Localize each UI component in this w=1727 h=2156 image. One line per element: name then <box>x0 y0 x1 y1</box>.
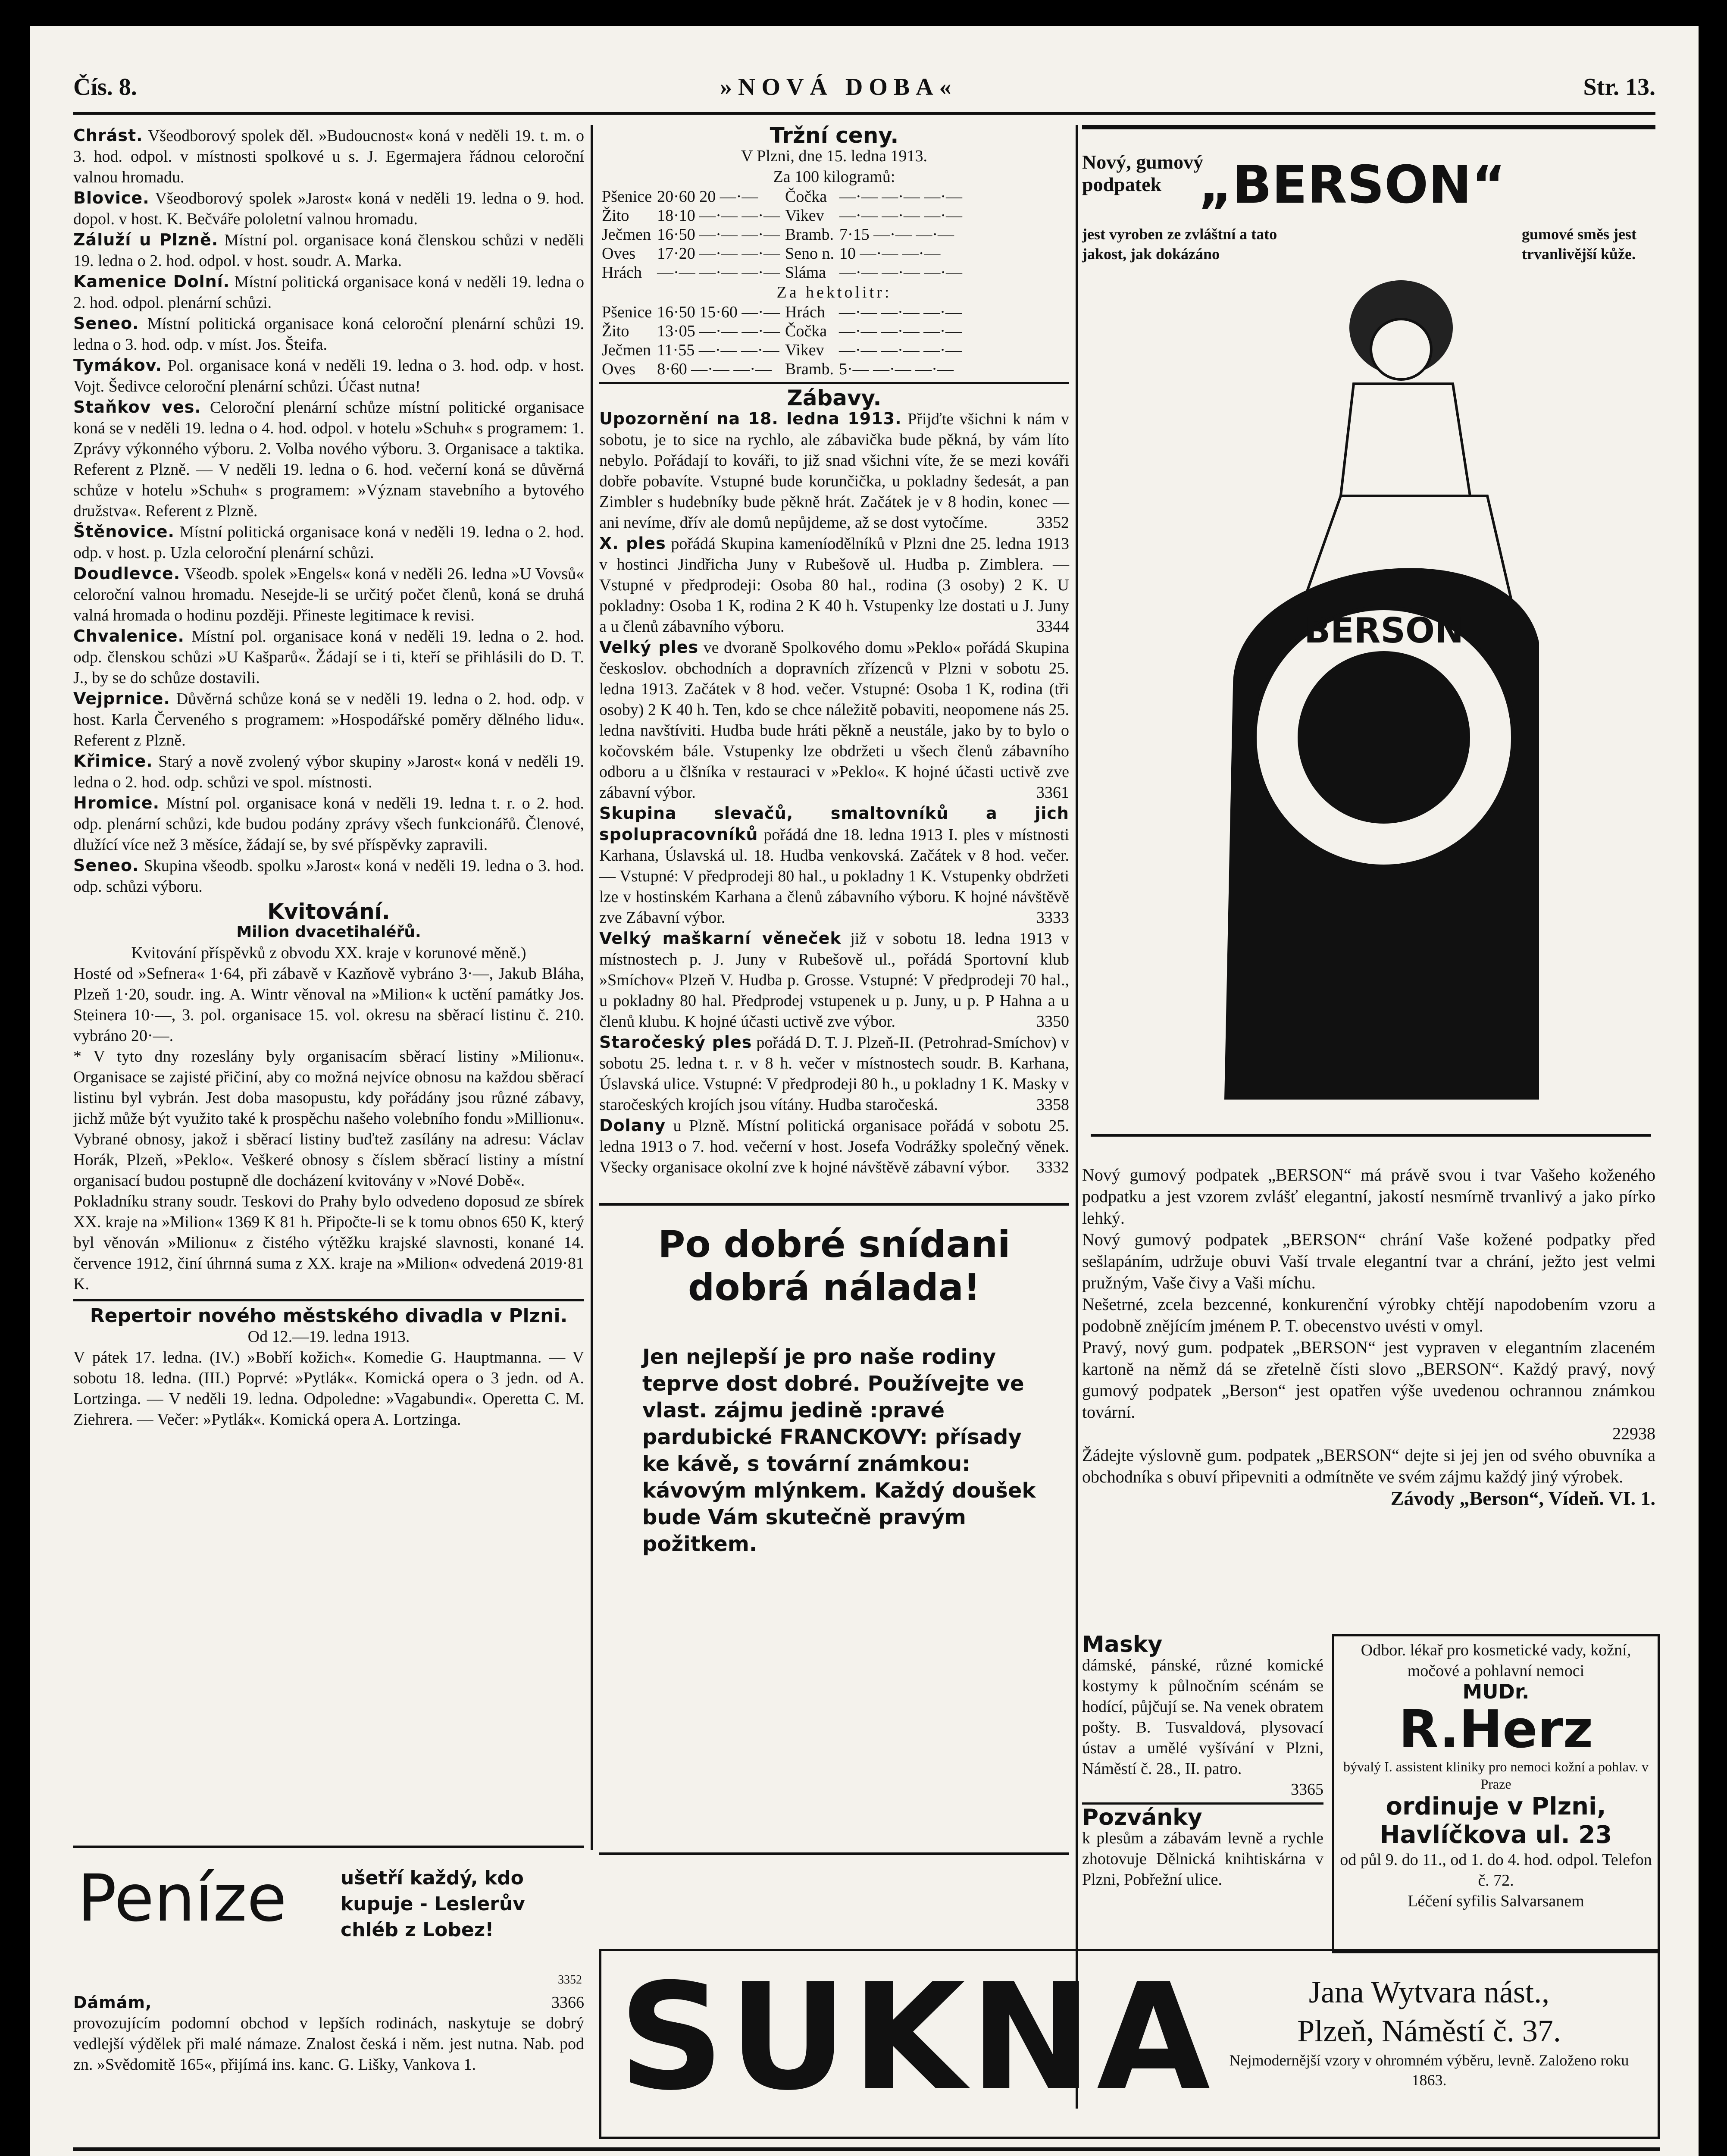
notice-keyword: Chvalenice. <box>73 627 185 646</box>
damam-keyword: Dámám, <box>73 1993 152 2012</box>
price-cell: 13·05 —·— —·— <box>657 322 780 340</box>
price-cell: 11·55 —·— —·— <box>657 341 779 359</box>
trzni-unit-hl: Za hektolitr: <box>776 283 892 301</box>
masky-keyword: Masky <box>1082 1632 1163 1658</box>
notice-code: 3333 <box>1036 909 1069 927</box>
notice-item <box>73 563 584 626</box>
notice-keyword: Vejprnice. <box>73 689 170 708</box>
price-cell: 16·50 —·— —·— <box>657 226 780 244</box>
sukna-info <box>1214 1973 1645 2090</box>
notice-item <box>73 793 584 855</box>
berson-illustration <box>1160 254 1591 1134</box>
notice-text: u Plzně. Místní politická organisace pořádá v sobotu 25. ledna 1913 o 7. hod. večerní v host. Josefa Vodrážky společný věnek. Všecky organisace okolní zve k hojné návštěvě zábavní výbor. <box>599 1117 1069 1176</box>
notice-item <box>599 928 1069 1032</box>
notice-keyword: Staňkov ves. <box>73 398 201 417</box>
bank-ad <box>73 2147 1660 2156</box>
ad-rule <box>1082 125 1655 129</box>
herz-top: Odbor. lékař pro kosmetické vady, kožní, močové a pohlavní nemoci <box>1361 1641 1631 1680</box>
notice-text: Všeodborový spolek děl. »Budoucnost« koná v neděli 19. t. m. o 3. hod. odpol. v místnosti spolkové u s. J. Egermajera řádnou celoroční valnou hromadu. <box>73 127 584 186</box>
herz-sub: bývalý I. assistent kliniky pro nemoci kožní a pohlav. v Praze <box>1343 1759 1649 1792</box>
notice-text: Celoroční plenární schůze místní politické organisace koná se v neděli 19. ledna o 4. hod. odpol. v hotelu »Schuh« s programem: 1. Zprávy výkonného výboru. 2. Volba nového výboru. 3. Organisace a taktika. Referent z Plzně. — V neděli 19. ledna o 6. hod. večerní koná se důvěrná schůze v hotelu »Schuh« s programem: »Význam stavebního a bytového družstva«. Referent z Plzně. <box>73 398 585 520</box>
price-cell: Bramb. <box>785 360 834 378</box>
price-row <box>599 225 965 244</box>
kvitovani-note2: Pokladníku strany soudr. Teskovi do Prahy bylo odvedeno doposud ze sbírek XX. kraje na »Milion« 1369 K 81 h. Připočte-li se k tomu obnos 650 K, který byl věnován »Milionu« z čistého výtěžku krajské slavnosti, konané 14. července 1912, činí úhrnná suma z XX. kraje na »Milion« odvedená 2019·81 K. <box>73 1192 584 1293</box>
notice-text: Místní pol. organisace koná v neděli 19. ledna o 2. hod. odp. členskou schůzi »U Kašparů«. Žádají se i ti, kteří se přihlásili do D. T. J., by se do schůze dostavili. <box>73 627 585 687</box>
price-cell: —·— —·— —·— <box>657 263 780 282</box>
notice-item <box>599 533 1069 637</box>
sukna-ad <box>599 1949 1660 2139</box>
notice-code: 3332 <box>1036 1158 1069 1176</box>
notice-keyword: Kamenice Dolní. <box>73 272 230 291</box>
price-cell: Sláma <box>785 263 826 282</box>
herz-ord2: Havlíčkova ul. 23 <box>1380 1821 1612 1849</box>
column-rule <box>1076 125 1078 2109</box>
badge-inner <box>1298 651 1470 824</box>
herz-hours: od půl 9. do 11., od 1. do 4. hod. odpol. Telefon č. 72. <box>1340 1851 1652 1890</box>
berson-top <box>1082 151 1203 196</box>
woman-face <box>1371 319 1431 379</box>
price-cell: Čočka <box>785 322 827 340</box>
price-cell: 5·— —·— —·— <box>838 360 954 378</box>
price-cell: Žito <box>602 207 629 225</box>
notice-item <box>73 397 584 521</box>
notice-item <box>73 355 584 397</box>
kvitovani-title: Kvitování. <box>267 899 390 924</box>
column-rule <box>591 125 593 1850</box>
herz-last: Léčení syfilis Salvarsanem <box>1408 1892 1584 1910</box>
notice-text: Místní politická organisace koná v neděli 19. ledna o 2. hod. odp. v host. p. Uzla celoroční plenární schůzi. <box>73 523 584 562</box>
price-cell: Pšenice <box>602 303 652 321</box>
notice-text: pořádá D. T. J. Plzeň-II. (Petrohrad-Smíchov) v sobotu 25. ledna t. r. v 8 h. večer v místnostech soudr. B. Karhana, Úslavská ulice. Vstupné: V předprodeji 80 h., u pokladny 1 K. Masky v staročeských krojích jsou vítány. Hudba staročeská. <box>599 1034 1070 1114</box>
notice-text: Důvěrná schůze koná se v neděli 19. ledna o 2. hod. odp. v host. Karla Červeného s programem: »Hospodářské poměry dělného lidu«. Referent z Plzně. <box>73 690 585 749</box>
notice-item <box>599 408 1069 533</box>
repertoir-text: V pátek 17. ledna. (IV.) »Bobří kožich«. Komedie G. Hauptmanna. — V sobotu 18. ledna. (III.) Poprvé: »Pytlák«. Komická opera o 3 jedn. od A. Lortzinga. — V neděli 19. ledna. Odpoledne: »Vagabundi«. Operetta C. M. Ziehrera. — Večer: »Pytlák«. Komická opera A. Lortzinga. <box>73 1348 584 1429</box>
price-cell: Oves <box>602 244 636 263</box>
notice-item <box>73 688 584 751</box>
notice-keyword: Skupina slevačů, smaltovníků a jich spolupracovníků <box>599 804 1069 844</box>
price-row <box>599 263 965 282</box>
price-row <box>599 206 965 225</box>
trzni-date: V Plzni, dne 15. ledna 1913. <box>741 147 928 165</box>
sukna-big: SUKNA <box>619 1952 1215 2123</box>
berson-right-note: gumové směs jest trvanlivější kůže. <box>1522 226 1636 263</box>
kvitovani-text: Hosté od »Sefnera« 1·64, při zábavě v Kazňově vybráno 3·—, Jakub Bláha, Plzeň 1·20, soudr. ing. A. Wintr věnoval na »Milion« k uctění památky Jos. Steinera 10·—, 3. pol. organisace 15. vol. okresu na sběrací listinu č. 210. vybráno 20·—. <box>73 965 584 1045</box>
notice-code: 3361 <box>1036 783 1069 802</box>
notice-text: Pol. organisace koná v neděli 19. ledna o 3. hod. odp. v host. Vojt. Šedivce celoroční plenární schůzi. Účast nutna! <box>73 357 585 395</box>
price-cell: —·— —·— —·— <box>839 207 963 225</box>
price-row <box>599 303 964 322</box>
zabavy-title: Zábavy. <box>787 385 882 411</box>
newspaper-page <box>30 26 1699 2156</box>
herz-ord1: ordinuje v Plzni, <box>1386 1792 1606 1821</box>
woman-dress <box>1341 384 1470 496</box>
berson-ad <box>1082 125 1655 1173</box>
notice-keyword: Velký maškarní věneček <box>599 929 842 948</box>
price-cell: 10 —·— —·— <box>839 244 941 263</box>
notice-code: 3352 <box>1036 514 1069 532</box>
berson-logo: „BERSON“ <box>1198 155 1506 215</box>
berson-footer: Závody „Berson“, Vídeň. VI. 1. <box>1390 1487 1655 1509</box>
issue-number: Čís. 8. <box>73 74 137 100</box>
notice-keyword: Seneo. <box>73 856 139 875</box>
price-cell: Pšenice <box>602 188 652 206</box>
notice-keyword: Záluží u Plzně. <box>73 230 219 249</box>
price-cell: —·— —·— —·— <box>839 263 963 282</box>
notice-keyword: Blovice. <box>73 188 150 207</box>
price-row <box>599 187 965 206</box>
notice-keyword: Doudlevce. <box>73 564 181 583</box>
notice-code: 3358 <box>1036 1096 1069 1114</box>
berson-p2: Nový gumový podpatek „BERSON“ chrání Vaše kožené podpatky před sešlapáním, udržuje obuvi Vaší trvale elegantní tvar a chrání, ježto jest velmi pružným, Vaše čivy a Vaši míchu. <box>1082 1230 1655 1292</box>
price-cell: —·— —·— —·— <box>838 303 962 321</box>
divider <box>599 382 1069 384</box>
berson-p1: Nový gumový podpatek „BERSON“ má právě svou i tvar Vašeho koženého podpatku a jest vzorem zvlášť elegantní, jakostí nesmírně trvanlivý a jako pírko lehký. <box>1082 1165 1655 1228</box>
meetings-list <box>73 125 584 897</box>
notice-keyword: Dolany <box>599 1116 666 1135</box>
notice-text: pořádá dne 18. ledna 1913 I. ples v místnosti Karhana, Úslavská ul. 18. Hudba venkovská. Začátek v 8 hod. večer. — Vstupné: V předprodeji 80 hal., u pokladny 1 K. Vstupenky obdržeti lze v hostinském Karhana a členů zábavního výboru. K hojné návštěvě zve Zábavní výbor. <box>599 826 1069 927</box>
price-cell: 17·20 —·— —·— <box>657 244 780 263</box>
repertoir-dates: Od 12.—19. ledna 1913. <box>247 1328 410 1346</box>
divider <box>73 1299 584 1301</box>
pozvanky-text: k plesům a zábavám levně a rychle zhotovuje Dělnická knihtiskárna v Plzni, Pobřežní ulice. <box>1082 1829 1323 1889</box>
berson-p5: Žádejte výslovně gum. podpatek „BERSON“ dejte si jej jen od svého obuvníka a obchodníka s obuví připevniti a odmítněte ve svém zájmu každý jiný výrobek. <box>1082 1445 1655 1486</box>
penize-big: Peníze <box>78 1861 287 1936</box>
masky-ad <box>1082 1634 1323 1890</box>
penize-side: ušetří každý, kdo kupuje - Leslerův chléb z Lobez! <box>341 1867 525 1941</box>
notice-item <box>599 803 1069 928</box>
notice-keyword: Upozornění na 18. ledna 1913. <box>599 409 902 428</box>
kvitovani-subtitle: Milion dvacetihaléřů. <box>236 923 421 941</box>
notice-text: Všeodborový spolek »Jarost« koná v neděli 19. ledna o 9. hod. dopol. v host. K. Bečváře pololetní valnou hromadu. <box>73 189 584 228</box>
price-cell: Oves <box>602 360 636 378</box>
damam-code: 3366 <box>551 1993 584 2012</box>
notice-text: Všeodb. spolek »Engels« koná v neděli 26. ledna »U Vovsů« celoroční valnou hromadu. Nesejde-li se určitý počet členů, koná se druhá valná hromada o hodinu později. Přineste legitimace k revisi. <box>73 565 584 624</box>
price-cell: Seno n. <box>785 244 835 263</box>
notice-text: Místní politická organisace koná v neděli 19. ledna o 2. hod. odpol. plenární schůzi. <box>73 273 584 312</box>
badge-text: BERSON <box>1304 611 1464 651</box>
price-row <box>599 360 964 379</box>
masthead: »NOVÁ DOBA« <box>720 74 957 100</box>
price-cell: Čočka <box>785 188 827 206</box>
berson-p3: Nešetrné, zcela bezcenné, konkurenční výrobky chtějí napodobením vzoru a podobně znějícím jménem P. T. obecenstvo uvésti v omyl. <box>1082 1294 1655 1335</box>
herz-ad <box>1332 1634 1660 1953</box>
notice-item <box>73 125 584 188</box>
pozvanky-keyword: Pozvánky <box>1082 1805 1202 1830</box>
notice-keyword: Štěnovice. <box>73 522 175 541</box>
penize-code: 3352 <box>558 1973 582 1987</box>
column-1 <box>73 125 584 1430</box>
berson-code: 22938 <box>1612 1424 1655 1443</box>
notice-text: ve dvoraně Spolkového domu »Peklo« pořádá Skupina českoslov. obchodních a dopravních zřízenců v Plzni v sobotu 25. ledna 1913. Začátek v 8 hod. večer. Vstupné: Osoba 1 K, rodina (tři osoby) 2 K 40 h. Ten, kdo se chce náležitě pobaviti, neopomene nás 25. ledna navštíviti. Hudba bude hráti pěkně a neustále, jako by to bylo o kočovském bále. Vstupenky lze obdržeti u všech členů zábavního odboru a u člšníka v restauraci v »Peklo«. K hojné účasti uctivě zve zábavní výbor. <box>599 639 1069 802</box>
page-number: Str. 13. <box>1583 74 1655 100</box>
price-row <box>599 244 965 263</box>
kvitovani-intro: Kvitování příspěvků z obvodu XX. kraje v korunové měně.) <box>131 944 526 962</box>
franck-title-2: dobrá nálada! <box>688 1266 981 1309</box>
notice-item <box>599 1032 1069 1115</box>
notice-text: Skupina všeodb. spolku »Jarost« koná v neděli 19. ledna o 3. hod. odp. schůzi výboru. <box>73 857 585 896</box>
page-header <box>73 65 1655 112</box>
header-rule <box>73 112 1655 115</box>
notice-item <box>599 637 1069 803</box>
price-cell: 16·50 15·60 —·— <box>657 303 780 321</box>
franck-title-1: Po dobré snídani <box>658 1223 1011 1266</box>
masky-code: 3365 <box>1291 1780 1323 1799</box>
price-row <box>599 322 964 341</box>
price-cell: Ječmen <box>602 341 651 359</box>
price-cell: Bramb. <box>785 226 834 244</box>
repertoir-title: Repertoir nového městského divadla v Plzni. <box>90 1305 568 1327</box>
notice-keyword: Seneo. <box>73 314 139 333</box>
prices-table-kg <box>599 187 965 282</box>
price-cell: 7·15 —·— —·— <box>839 226 954 244</box>
damam-ad <box>73 1992 584 2075</box>
price-cell: Hrách <box>785 303 825 321</box>
notice-item <box>73 751 584 793</box>
ad-rule <box>1091 1134 1651 1137</box>
price-cell: Ječmen <box>602 226 651 244</box>
notice-text: Místní pol. organisace koná členskou schůzi v neděli 19. ledna o 2. hod. odpol. v host. soudr. A. Marka. <box>73 231 584 270</box>
notice-item <box>73 521 584 563</box>
masky-text: dámské, pánské, různé komické kostymy k půlnočním scénám se hodící, půjčují se. Na venek obratem pošty. B. Tusvaldová, plysovací ústav a umělé vyšívání v Plzni, Náměstí č. 28., II. patro. <box>1082 1656 1323 1778</box>
sukna-sub: Nejmodernější vzory v ohromném výběru, levně. Založeno roku 1863. <box>1229 2052 1629 2089</box>
price-cell: —·— —·— —·— <box>838 341 962 359</box>
notice-code: 3350 <box>1036 1012 1069 1031</box>
notice-text: Přijďte všichni k nám v sobotu, je to sice na rychlo, ale zábavička bude pěkná, by vám líto nebylo. Pořádají to kováři, to již snad všichni víte, že se mezi kováři dobře pobavíte. Vstupné bude korunčička, u pokladny šedesát, a pan Zimbler s hudebníky bude pěkně hrát. Začátek je v 8 hodin, konec — ani nevíme, dřív ale domů nepůjdeme, až se dost vytočíme. <box>599 410 1069 532</box>
notice-text: Místní politická organisace koná celoroční plenární schůzi 19. ledna o 3. hod. odp. v míst. Jos. Šteifa. <box>73 315 585 354</box>
notice-keyword: Velký ples <box>599 638 699 657</box>
notice-item <box>73 855 584 897</box>
herz-mudr: MUDr. <box>1462 1680 1530 1703</box>
notice-text: Místní pol. organisace koná v neděli 19. ledna t. r. o 2. hod. odp. plenární schůzi, kde budou podány zprávy všech funkcionářů. Členové, dlužící více než 3 měsíce, žádají se, by své příspěvky zapravili. <box>73 794 584 854</box>
price-cell: Hrách <box>602 263 642 282</box>
price-cell: 20·60 20 —·— <box>657 188 758 206</box>
notice-item <box>73 188 584 229</box>
berson-left-note: jest vyroben ze zvláštní a tato jakost, jak dokázáno <box>1082 226 1277 263</box>
price-cell: Vikev <box>785 341 824 359</box>
berson-top-line2: podpatek <box>1082 173 1162 195</box>
notice-text: již v sobotu 18. ledna 1913 v místnostech p. J. Juny v Rubešově ul., pořádá Sportovní klub »Smíchov« Plzeň V. Hudba p. Grosse. Vstupné: V předprodeji 70 hal., u pokladny 80 hal. Předprodej vstupenek u p. Juny, u p. P Hahna a u členů klubu. K hojné účasti uctivě zve výbor. <box>599 930 1070 1031</box>
herz-name: R.Herz <box>1398 1700 1593 1760</box>
notice-keyword: Křimice. <box>73 752 153 771</box>
trzni-title: Tržní ceny. <box>770 123 899 148</box>
notice-keyword: Hromice. <box>73 793 160 812</box>
notice-item <box>599 1115 1069 1178</box>
notice-keyword: Tymákov. <box>73 356 162 375</box>
sukna-name: Jana Wytvara nást., <box>1308 1975 1550 2009</box>
notice-code: 3344 <box>1036 617 1069 636</box>
notice-keyword: X. ples <box>599 534 666 553</box>
notice-item <box>73 313 584 355</box>
notice-keyword: Chrást. <box>73 126 143 145</box>
notice-text: Starý a nově zvolený výbor skupiny »Jarost« koná v neděli 19. ledna o 2. hod. odp. schůzi ve spol. místnosti. <box>73 752 585 791</box>
price-cell: Vikev <box>785 207 824 225</box>
price-cell: Žito <box>602 322 629 340</box>
notice-text: pořádá Skupina kameníodělníků v Plzni dne 25. ledna 1913 v hostinci Jindřicha Juny v Rubešově ul. Hudba p. Zimblera. — Vstupné v předprodeji: Osoba 80 hal., rodina (3 osoby) 2 K. U pokladny: Osoba 1 K, rodina 2 K 40 h. Vstupenky lze dostati u J. Juny a u členů zábavního výboru. <box>599 535 1069 636</box>
kvitovani-note: * V tyto dny rozeslány byly organisacím sběrací listiny »Milionu«. Organisace se zajisté přičiní, aby co možná nejvíce obnosu na každou sběrací listinu byl vybrán. Jest doba masopustu, kdy pořádány jsou různé zábavy, jichž může být využito také k prospěchu našeho volebního fondu »Millionu«. Vybrané obnosy, jakož i sběrací listiny buďtež zasílány na adresu: Václav Horák, Plzeň, »Peklo«. Veškeré obnosy s číslem sběrací listiny a místní organisací budou postupně dle docházení kvitovány v »Nové Době«. <box>73 1047 584 1190</box>
trzni-unit: Za 100 kilogramů: <box>773 168 895 186</box>
berson-top-line1: Nový, gumový <box>1082 151 1204 173</box>
franck-ad <box>599 1203 1069 1855</box>
price-cell: 8·60 —·— —·— <box>657 360 772 378</box>
price-cell: —·— —·— —·— <box>838 322 962 340</box>
franck-body: Jen nejlepší je pro naše rodiny teprve dost dobré. Používejte ve vlast. zájmu jedině :pravé pardubické FRANCKOVY: přísady ke kávě, s tovární známkou: kávovým mlýnkem. Každý doušek bude Vám skutečně pravým požitkem. <box>642 1345 1036 1556</box>
berson-p4: Pravý, nový gum. podpatek „BERSON“ jest vypraven v elegantním zlaceném kartoně na němž dá se zřetelně čísti slovo „BERSON“. Každý pravý, nový gumový podpatek „Berson“ jest opatřen výše uvedenou ochrannou známkou tovární. <box>1082 1338 1655 1422</box>
events-list <box>599 408 1069 1178</box>
damam-text: provozujícím podomní obchod v lepších rodinách, naskytuje se dobrý vedlejší výdělek při malé námaze. Znalost česká i něm. jest nutna. Nab. pod zn. »Svědomitě 165«, přijímá ins. kanc. G. Lišky, Vankova 1. <box>73 2014 584 2074</box>
notice-item <box>73 229 584 271</box>
notice-keyword: Staročeský ples <box>599 1033 752 1052</box>
notice-item <box>73 626 584 688</box>
berson-text <box>1082 1164 1655 1509</box>
notice-item <box>73 271 584 313</box>
column-2 <box>599 125 1069 1178</box>
price-row <box>599 341 964 360</box>
price-cell: —·— —·— —·— <box>839 188 963 206</box>
price-cell: 18·10 —·— —·— <box>657 207 780 225</box>
prices-table-hl <box>599 303 964 379</box>
sukna-addr: Plzeň, Náměstí č. 37. <box>1297 2014 1561 2048</box>
